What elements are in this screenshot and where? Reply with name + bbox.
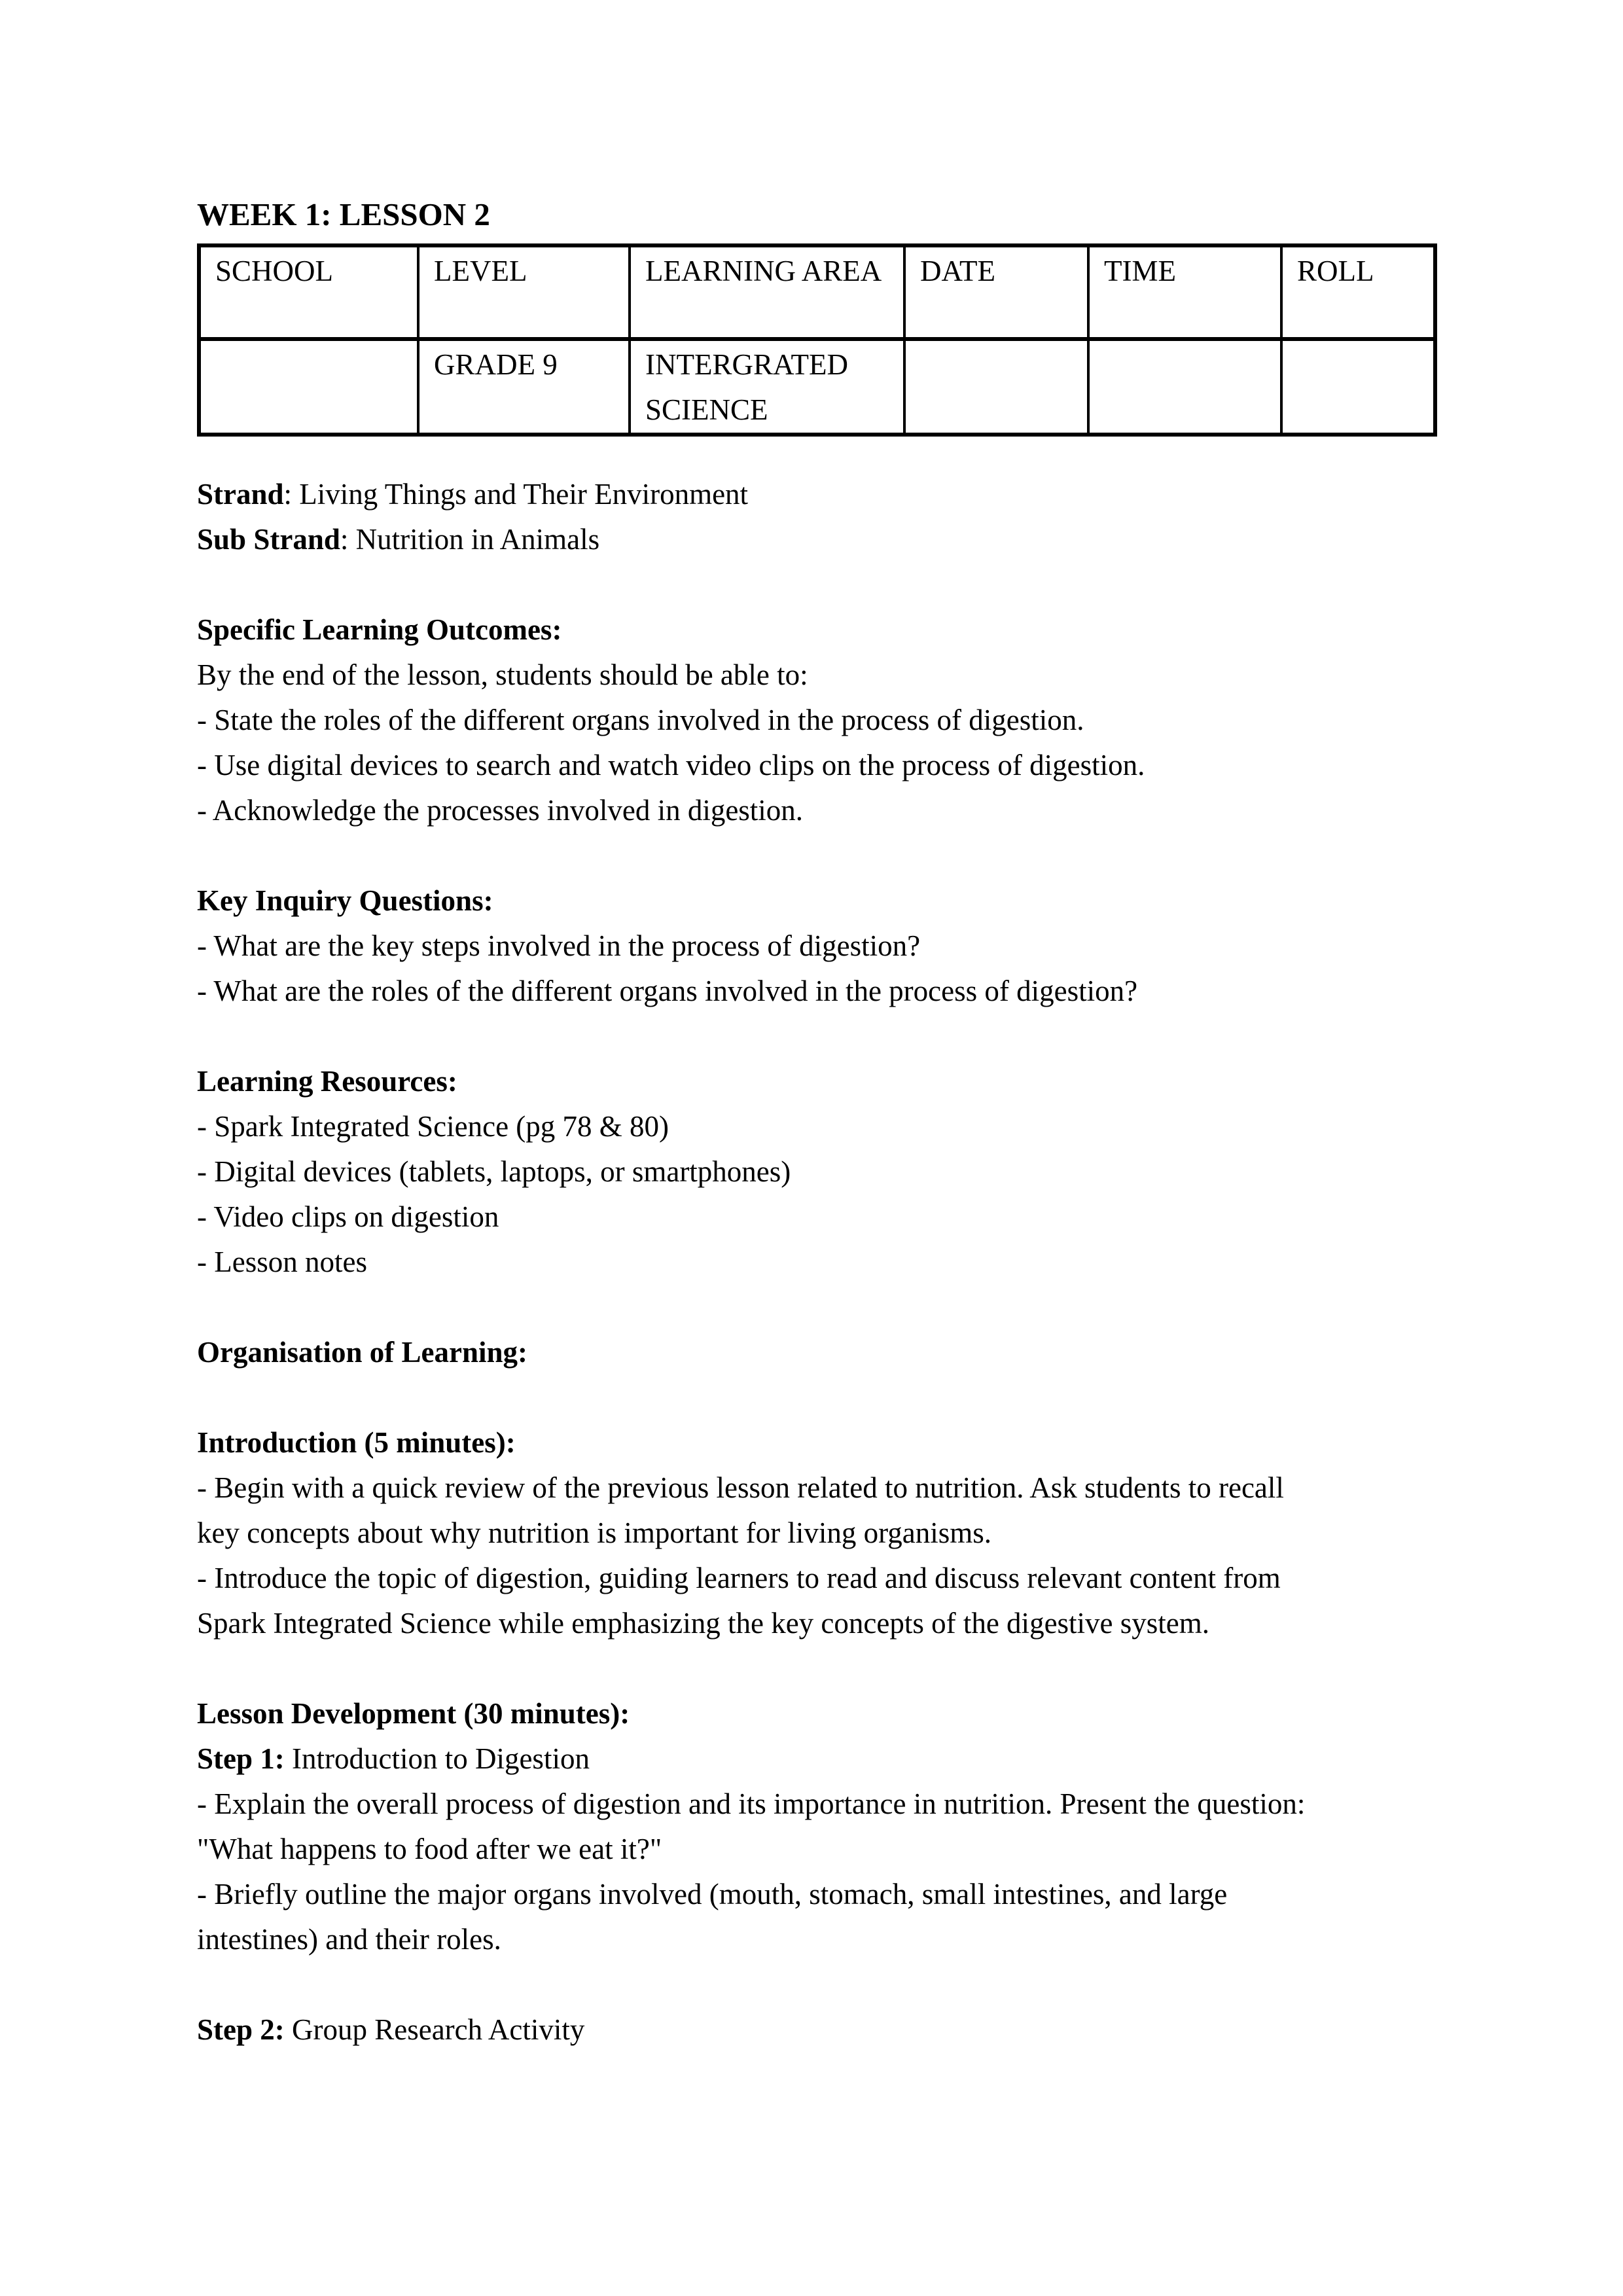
introduction-heading: Introduction (5 minutes): [197, 1426, 516, 1459]
strand-label: Strand [197, 478, 284, 511]
outcomes-intro: By the end of the lesson, students should be able to: [197, 658, 808, 691]
page-title: WEEK 1: LESSON 2 [197, 196, 490, 232]
value-cell-roll [1281, 339, 1435, 435]
step2-section [197, 2007, 1440, 2053]
development-text-line: intestines) and their roles. [197, 1923, 501, 1956]
outcome-item: - Use digital devices to search and watch video clips on the process of digestion. [197, 749, 1145, 781]
header-cell-roll: ROLL [1281, 245, 1435, 339]
header-cell-date: DATE [904, 245, 1088, 339]
header-cell-school: SCHOOL [199, 245, 418, 339]
step2-text: Group Research Activity [284, 2013, 585, 2046]
outcomes-heading: Specific Learning Outcomes: [197, 613, 562, 646]
header-cell-level: LEVEL [418, 245, 630, 339]
introduction-text-line: key concepts about why nutrition is important for living organisms. [197, 1516, 992, 1549]
organisation-heading: Organisation of Learning: [197, 1336, 528, 1369]
development-text-line: "What happens to food after we eat it?" [197, 1833, 662, 1865]
step1-label: Step 1: [197, 1742, 285, 1775]
value-cell-school [199, 339, 418, 435]
step2-line [197, 2007, 1440, 2053]
sub-strand-label: Sub Strand [197, 523, 340, 556]
development-heading: Lesson Development (30 minutes): [197, 1697, 630, 1730]
organisation-section [197, 1330, 1440, 1375]
resource-item: - Spark Integrated Science (pg 78 & 80) [197, 1110, 669, 1143]
strand-line [197, 472, 1440, 517]
development-text-line: - Explain the overall process of digestion and its importance in nutrition. Present the question: [197, 1787, 1306, 1820]
key-inquiry-section [197, 878, 1440, 1014]
development-text-line: - Briefly outline the major organs involved (mouth, stomach, small intestines, and large [197, 1878, 1228, 1910]
header-cell-time: TIME [1088, 245, 1281, 339]
strand-section [197, 472, 1440, 562]
step2-label: Step 2: [197, 2013, 285, 2046]
value-cell-level: GRADE 9 [418, 339, 630, 435]
lesson-development-section [197, 1691, 1440, 1962]
inquiry-item: - What are the key steps involved in the process of digestion? [197, 929, 921, 962]
learning-resources-section [197, 1059, 1440, 1285]
introduction-text-line: - Introduce the topic of digestion, guiding learners to read and discuss relevant content from [197, 1562, 1281, 1594]
step1-text: Introduction to Digestion [284, 1742, 590, 1775]
outcome-item: - Acknowledge the processes involved in digestion. [197, 794, 804, 827]
resource-item: - Lesson notes [197, 1246, 367, 1278]
value-cell-date [904, 339, 1088, 435]
table-value-row [199, 339, 1435, 435]
header-cell-learning-area: LEARNING AREA [630, 245, 904, 339]
inquiry-item: - What are the roles of the different organs involved in the process of digestion? [197, 975, 1138, 1007]
lesson-info-table [197, 243, 1437, 437]
resource-item: - Video clips on digestion [197, 1200, 499, 1233]
introduction-section [197, 1420, 1440, 1646]
strand-text: : Living Things and Their Environment [283, 478, 749, 511]
table-header-row [199, 245, 1435, 339]
outcome-item: - State the roles of the different organs involved in the process of digestion. [197, 704, 1084, 736]
resources-heading: Learning Resources: [197, 1065, 457, 1098]
step1-line [197, 1736, 1440, 1782]
introduction-text-line: Spark Integrated Science while emphasizing the key concepts of the digestive system. [197, 1607, 1210, 1640]
value-cell-time [1088, 339, 1281, 435]
inquiry-heading: Key Inquiry Questions: [197, 884, 493, 917]
learning-outcomes-section [197, 607, 1440, 833]
value-cell-learning-area: INTERGRATED SCIENCE [630, 339, 904, 435]
sub-strand-line [197, 517, 1440, 562]
resource-item: - Digital devices (tablets, laptops, or smartphones) [197, 1155, 791, 1188]
sub-strand-text: : Nutrition in Animals [340, 523, 600, 556]
introduction-text-line: - Begin with a quick review of the previous lesson related to nutrition. Ask students to recall [197, 1471, 1284, 1504]
